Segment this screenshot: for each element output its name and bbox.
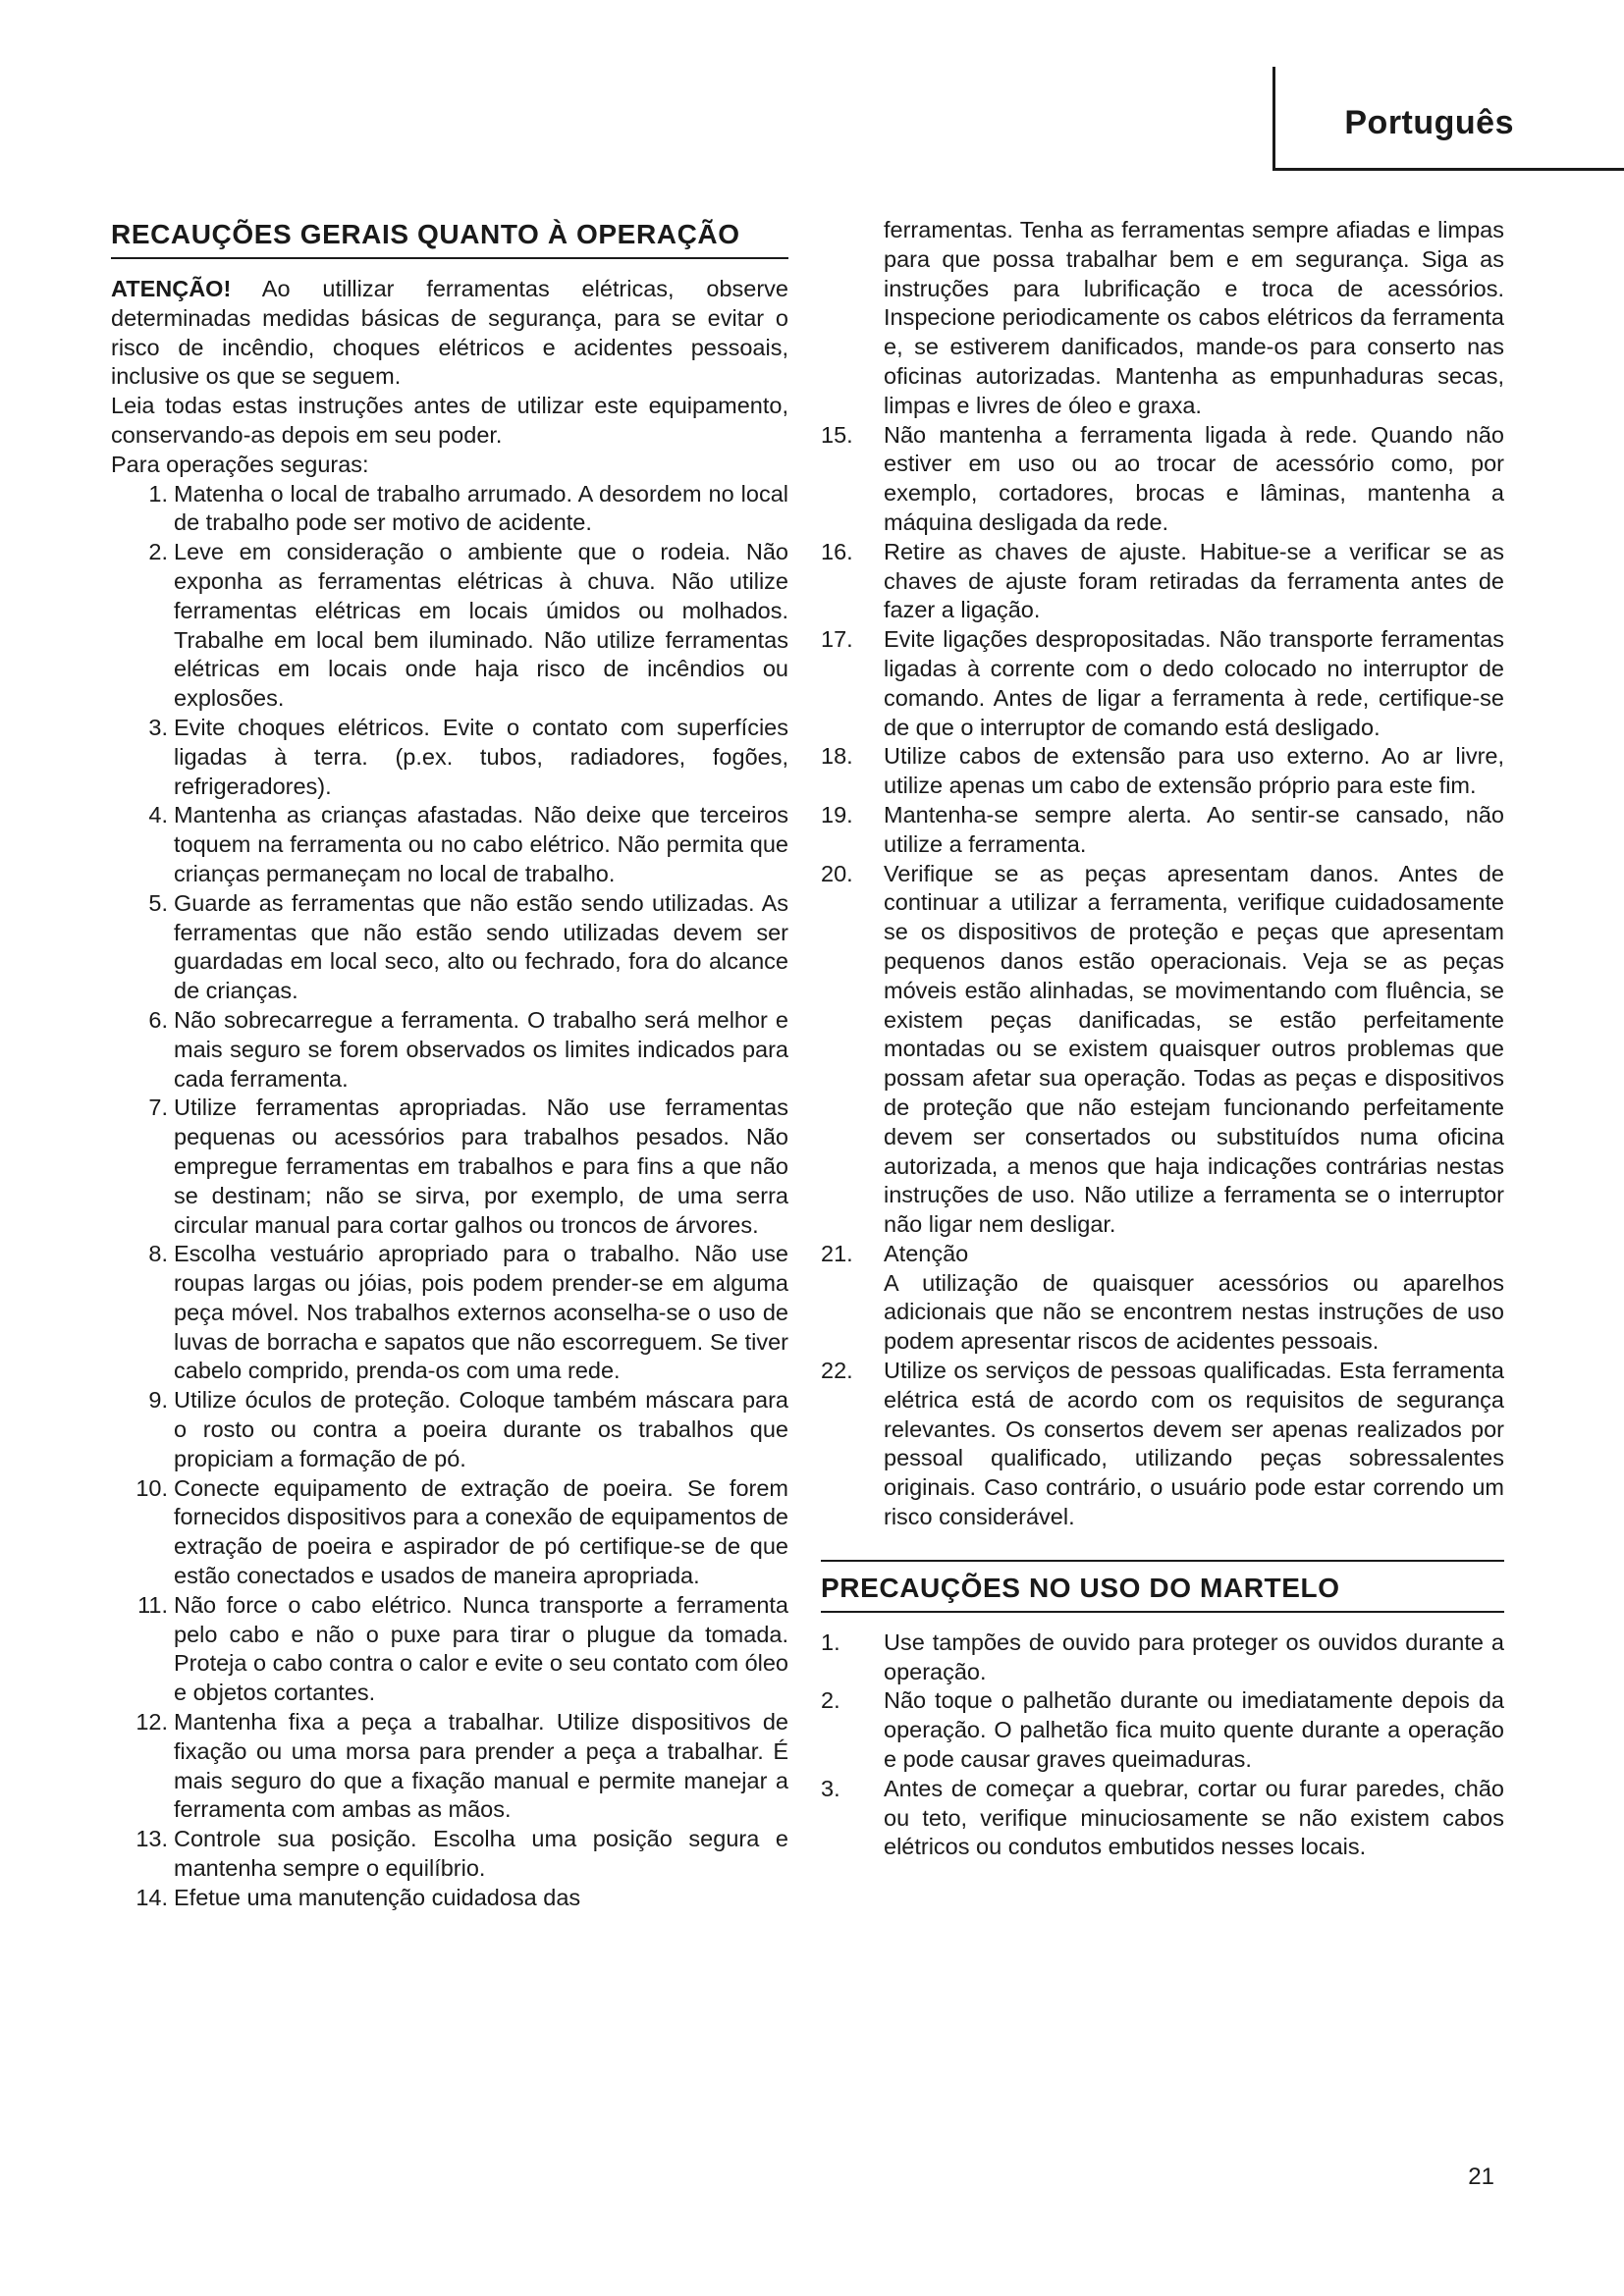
list-item	[111, 480, 788, 539]
list-item	[821, 538, 1504, 625]
item-number: 20.	[821, 860, 853, 886]
list-item	[111, 1240, 788, 1386]
item-text: Evite choques elétricos. Evite o contato com superfícies ligadas à terra. (p.ex. tubos, radiadores, fogões, refrigeradores).	[174, 714, 788, 799]
item-text: Escolha vestuário apropriado para o trabalho. Não use roupas largas ou jóias, pois podem prender-se em alguma peça móvel. Nos trabalhos externos aconselha-se o uso de luvas de borracha e sapatos que não escorreguem. Se tiver cabelo comprido, prenda-os com uma rede.	[174, 1241, 788, 1384]
item-number: 9.	[148, 1387, 168, 1414]
item-14-continuation: ferramentas. Tenha as ferramentas sempre afiadas e limpas para que possa trabalhar bem e em segurança. Siga as instruções para lubrificação e troca de acessórios. Inspecione periodicamente os cabos elétricos da ferramenta e, se estiverem danificados, mande-os para conserto nas oficinas autorizadas. Mantenha as empunhaduras secas, limpas e livres de óleo e graxa.	[884, 217, 1504, 418]
list-item	[821, 1357, 1504, 1532]
list-item	[821, 1686, 1504, 1774]
list-item	[821, 421, 1504, 538]
item-text: Leve em consideração o ambiente que o rodeia. Não exponha as ferramentas elétricas à chuva. Não utilize ferramentas elétricas em locais úmidos ou molhados. Trabalhe em local bem iluminado. Não utilize ferramentas elétricas em locais onde haja risco de incêndios ou explosões.	[174, 539, 788, 712]
item-text: Mantenha as crianças afastadas. Não deixe que terceiros toquem na ferramenta ou no cabo elétrico. Não permita que crianças permaneçam no local de trabalho.	[174, 802, 788, 886]
item-number: 3.	[148, 714, 168, 740]
list-item	[821, 1629, 1504, 1687]
item-number: 7.	[148, 1095, 168, 1121]
item-text: Antes de começar a quebrar, cortar ou furar paredes, chão ou teto, verifique minuciosamente se não existem cabos elétricos ou condutos embutidos nesses locais.	[884, 1775, 1504, 1860]
list-item	[821, 860, 1504, 1240]
item-number: 12.	[135, 1709, 168, 1735]
list-item	[111, 1825, 788, 1884]
list-item	[111, 1884, 788, 1913]
language-tab	[1272, 67, 1624, 171]
item-number: 10.	[135, 1474, 168, 1501]
right-column	[821, 216, 1504, 1862]
hammer-precautions-heading: PRECAUÇÕES NO USO DO MARTELO	[821, 1560, 1504, 1613]
list-item	[111, 1006, 788, 1094]
item-number: 16.	[821, 538, 853, 564]
item-number: 2.	[821, 1687, 840, 1714]
list-item	[111, 801, 788, 888]
section-gap	[821, 1532, 1504, 1560]
item-number: 11.	[137, 1591, 168, 1618]
item-number: 21.	[821, 1240, 853, 1266]
intro-paragraph	[111, 275, 788, 392]
item-number: 22.	[821, 1358, 853, 1384]
item-number: 14.	[135, 1884, 168, 1910]
item-number: 8.	[148, 1241, 168, 1267]
item-number: 3.	[821, 1775, 840, 1801]
item-text: Controle sua posição. Escolha uma posição segura e mantenha sempre o equilíbrio.	[174, 1826, 788, 1882]
item-number: 2.	[148, 539, 168, 565]
list-item	[111, 1591, 788, 1708]
item-text: Utilize ferramentas apropriadas. Não use ferramentas pequenas ou acessórios para trabalhos pesados. Não empregue ferramentas em trabalhos e para fins a que não se destinam; não se sirva, por exemplo, de uma serra circular manual para cortar galhos ou troncos de árvores.	[174, 1095, 788, 1238]
item-text: Atenção	[884, 1240, 969, 1266]
item-text: Verifique se as peças apresentam danos. Antes de continuar a utilizar a ferramenta, verifique cuidadosamente se os dispositivos de proteção e peças que apresentam pequenos danos estão operacionais. Veja se as peças móveis estão alinhadas, se movimentando com fluência, se existem peças danificadas, se estão perfeitamente montadas ou se existem quaisquer outros problemas que possam afetar sua operação. Todas as peças e dispositivos de proteção que não estejam funcionando perfeitamente devem ser consertados ou substituídos numa oficina autorizada, a menos que haja indicações contrárias nestas instruções de uso. Não utilize a ferramenta se o interruptor não ligar nem desligar.	[884, 860, 1504, 1238]
item-text: Utilize óculos de proteção. Coloque também máscara para o rosto ou contra a poeira durante os trabalhos que propiciam a formação de pó.	[174, 1387, 788, 1471]
list-item	[821, 1240, 1504, 1357]
item-text: Evite ligações despropositadas. Não transporte ferramentas ligadas à corrente com o dedo colocado no interruptor de comando. Antes de ligar a ferramenta à rede, certifique-se de que o interruptor de comando está desligado.	[884, 626, 1504, 740]
item-text: Retire as chaves de ajuste. Habitue-se a verificar se as chaves de ajuste foram retiradas da ferramenta antes de fazer a ligação.	[884, 538, 1504, 623]
list-item	[821, 801, 1504, 860]
list-item	[111, 1386, 788, 1473]
item-text: Não force o cabo elétrico. Nunca transporte a ferramenta pelo cabo e não o puxe para tirar o plugue da tomada. Proteja o cabo contra o calor e evite o seu contato com óleo e objetos cortantes.	[174, 1591, 788, 1706]
list-item	[111, 1708, 788, 1825]
item-number: 5.	[148, 889, 168, 916]
list-item	[821, 1775, 1504, 1862]
item-text: Utilize os serviços de pessoas qualificadas. Esta ferramenta elétrica está de acordo com os requisitos de segurança relevantes. Os consertos devem ser apenas realizados por pessoal qualificado, utilizando peças sobressalentes originais. Caso contrário, o usuário pode estar correndo um risco considerável.	[884, 1358, 1504, 1530]
page-number: 21	[1468, 2163, 1494, 2190]
list-item	[821, 742, 1504, 801]
list-item	[821, 625, 1504, 742]
warning-text: Ao utillizar ferramentas elétricas, observe determinadas medidas básicas de segurança, para se evitar o risco de incêndio, choques elétricos e acidentes pessoais, inclusive os que se seguem.	[111, 276, 788, 390]
item-text: Guarde as ferramentas que não estão sendo utilizadas. As ferramentas que não estão sendo utilizadas devem ser guardadas em local seco, alto ou fechrado, fora do alcance de crianças.	[174, 889, 788, 1004]
item-number: 17.	[821, 626, 853, 653]
list-item	[111, 538, 788, 714]
item-text: Efetue uma manutenção cuidadosa das	[174, 1884, 581, 1910]
list-item	[111, 889, 788, 1006]
language-label: Português	[1344, 104, 1514, 141]
item-text: Mantenha-se sempre alerta. Ao sentir-se cansado, não utilize a ferramenta.	[884, 801, 1504, 857]
item-number: 13.	[135, 1826, 168, 1852]
list-item	[111, 714, 788, 801]
item-number: 18.	[821, 743, 853, 770]
warning-label: ATENÇÃO!	[111, 276, 232, 301]
item-text: Conecte equipamento de extração de poeira. Se forem fornecidos dispositivos para a conexão de equipamentos de extração de poeira e aspirador de pó certifique-se de que estão conectados e usados de maneira apropriada.	[174, 1474, 788, 1589]
general-precautions-heading: RECAUÇÕES GERAIS QUANTO À OPERAÇÃO	[111, 218, 788, 259]
item-number: 1.	[148, 480, 168, 507]
left-column	[111, 218, 788, 1913]
item-text: Use tampões de ouvido para proteger os ouvidos durante a operação.	[884, 1629, 1504, 1684]
item-text: Utilize cabos de extensão para uso externo. Ao ar livre, utilize apenas um cabo de extensão próprio para este fim.	[884, 743, 1504, 799]
list-item	[111, 1474, 788, 1591]
item-text: Mantenha fixa a peça a trabalhar. Utilize dispositivos de fixação ou uma morsa para prender a peça a trabalhar. É mais seguro do que a fixação manual e permite manejar a ferramenta com ambas as mãos.	[174, 1709, 788, 1823]
read-instructions-text: Leia todas estas instruções antes de utilizar este equipamento, conservando-as depois em seu poder.	[111, 393, 788, 448]
item-number: 6.	[148, 1006, 168, 1033]
item-subtext: A utilização de quaisquer acessórios ou aparelhos adicionais que não se encontrem nestas instruções de uso podem apresentar riscos de acidentes pessoais.	[884, 1269, 1504, 1355]
safe-operations-label: Para operações seguras:	[111, 451, 369, 477]
item-text: Não sobrecarregue a ferramenta. O trabalho será melhor e mais seguro se forem observados os limites indicados para cada ferramenta.	[174, 1006, 788, 1092]
item-number: 19.	[821, 801, 853, 828]
item-text: Matenha o local de trabalho arrumado. A desordem no local de trabalho pode ser motivo de acidente.	[174, 480, 788, 536]
item-number: 1.	[821, 1629, 840, 1655]
item-text: Não toque o palhetão durante ou imediatamente depois da operação. O palhetão fica muito quente durante a operação e pode causar graves queimaduras.	[884, 1687, 1504, 1773]
list-item	[111, 1094, 788, 1240]
item-number: 15.	[821, 421, 853, 448]
item-text: Não mantenha a ferramenta ligada à rede. Quando não estiver em uso ou ao trocar de acessório como, por exemplo, cortadores, brocas e lâminas, mantenha a máquina desligada da rede.	[884, 421, 1504, 535]
item-number: 4.	[148, 802, 168, 828]
